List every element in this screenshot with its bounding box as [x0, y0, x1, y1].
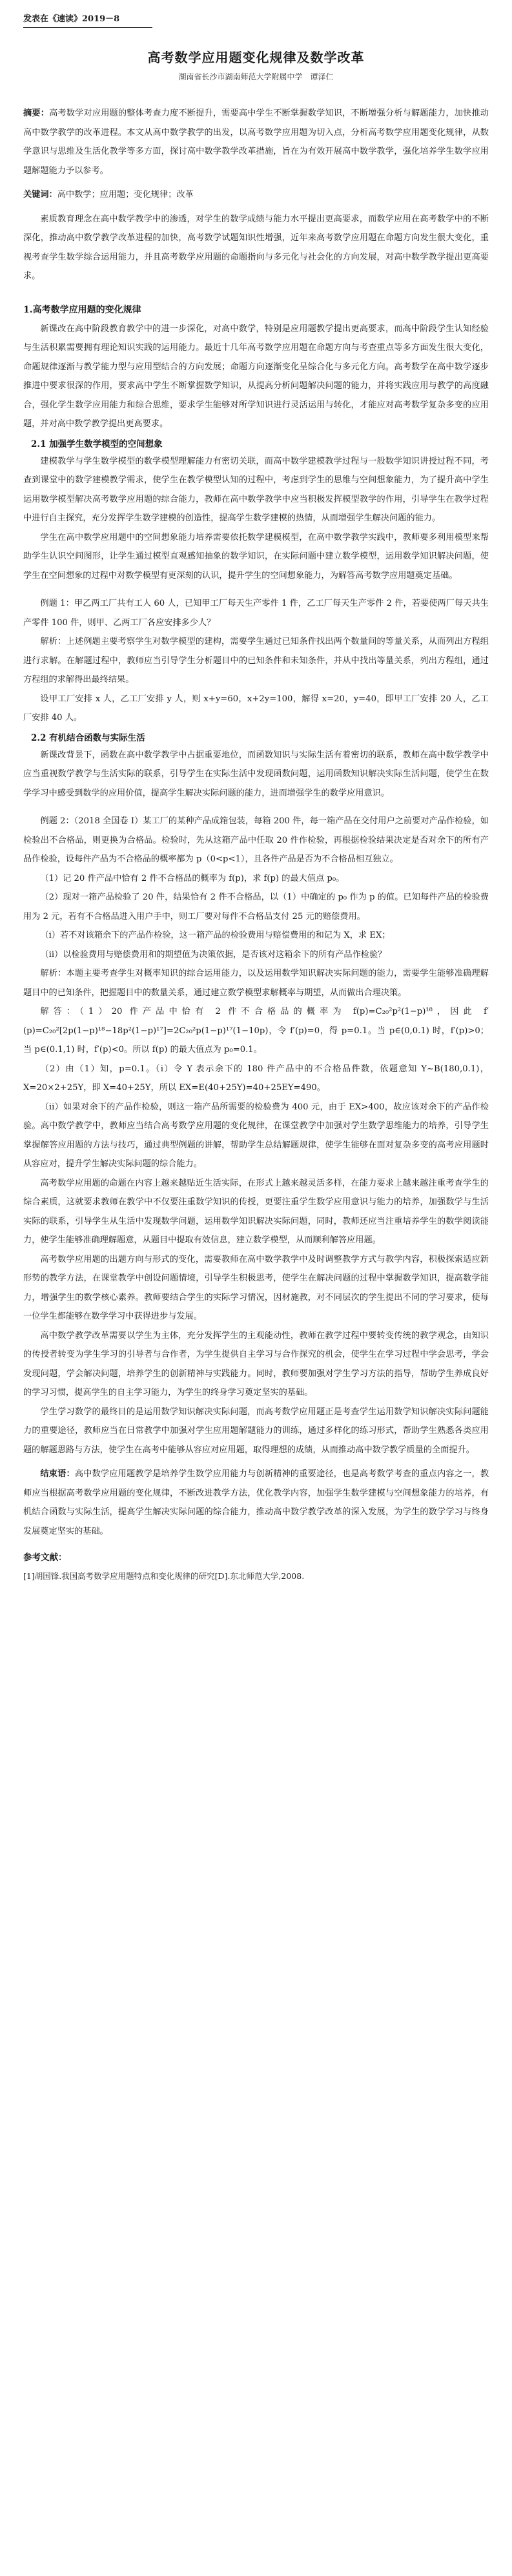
example-paragraph: （2）由（1）知，p=0.1。（ⅰ）令 Y 表示余下的 180 件产品中的不合格品件数，依题意知 Y~B(180,0.1)，X=20×2+25Y，即 X=40+25Y，所以 EX=E(40+25Y)=40+25EY=490。: [23, 1064, 489, 1093]
conclusion-text: 高中数学应用题教学是培养学生数学应用能力与创新精神的重要途径，也是高考数学考查的重点内容之一，教师应当根据高考数学应用题的变化规律，不断改进教学方法，优化教学内容，加强学生数学建模与空间想象能力的培养，有机结合函数与实际生活，提高学生解决实际问题的综合能力，推动高中数学教学改革的深入发展，为学生的数学学习与终身发展奠定坚实的基础。: [23, 1469, 489, 1536]
body-paragraph: 学生学习数学的最终目的是运用数学知识解决实际问题，而高考数学应用题正是考查学生运用数学知识解决实际问题能力的重要途径，教师应当在日常教学中加强对学生应用题解题能力的训练，通过多样化的练习形式，帮助学生熟悉各类应用题的解题思路与方法，使学生在高考中能够从容应对应用题，取得理想的成绩，从而推动高中数学教学质量的全面提升。: [23, 1406, 489, 1455]
example-paragraph: 例题 1：甲乙两工厂共有工人 60 人，已知甲工厂每天生产零件 1 件，乙工厂每天生产零件 2 件，若要使两厂每天共生产零件 100 件，则甲、乙两工厂各应安排多少人？: [23, 599, 489, 628]
example-paragraph: （2）现对一箱产品检验了 20 件，结果恰有 2 件不合格品，以（1）中确定的 p₀ 作为 p 的值。已知每件产品的检验费用为 2 元，若有不合格品进入用户手中，则工厂要对每件不合格品支付 25 元的赔偿费用。: [23, 892, 489, 922]
body-paragraph: 建模教学与学生数学模型的数学模型理解能力有密切关联，而高中数学建模教学过程与一般数学知识讲授过程不同，考查到课堂中的数学建模教学需求，使学生在教学模型认知的过程中，考虑到学生的思维与空间想象能力，为了提升高中学生运用数学模型解决高考数学应用题的综合能力，教师在高中数学教学中应当积极发挥模型教学的作用，引导学生在教学过程中进行自主探究，充分发挥学生数学建模的创造性，提高学生数学建模的热情，从而增强学生解决问题的能力。: [23, 456, 489, 523]
publication-line: 发表在《速读》2019－8: [23, 12, 152, 28]
keywords-label: 关键词：: [23, 190, 57, 200]
conclusion-label: 结束语：: [40, 1469, 75, 1479]
body-paragraph: 高考数学应用题的命题在内容上越来越贴近生活实际，在形式上越来越灵活多样，在能力要求上越来越注重考查学生的综合素质，这就要求教师在教学中不仅要注重数学知识的传授，更要注重学生数学应用意识与能力的培养，加强数学与生活实际的联系，引导学生从生活中发现数学问题，运用数学知识解决实际问题，同时，教师还应当注重培养学生的数学阅读能力，使学生能够准确理解题意，从题目中提取有效信息，建立数学模型，从而顺利解答应用题。: [23, 1178, 489, 1245]
keywords-text: 高中数学；应用题；变化规律；改革: [57, 190, 194, 200]
body-paragraph: 新课改在高中阶段教育教学中的进一步深化，对高中数学，特别是应用题教学提出更高要求，而高中阶段学生认知经验与生活积累需要拥有理论知识实践的运用能力。最近十几年高考数学应用题在命题方向与考查重点等多方面发生很大变化，命题规律逐渐与教学能力型与应用型结合的方向发展；命题方向逐渐变化呈综合化与多元化方向。高考数学在高中数学逐步推进中要求很深的作用，要求高中学生不断掌握数学知识，从提高分析问题解决问题的能力，并将实践应用与教学的高度融合，强化学生数学应用能力和综合思维，要求学生能够对所学知识进行灵活运用与转化，才能应对高考数学复杂多变的应用题，并对高中数学教学提出更高要求。: [23, 324, 489, 429]
example-paragraph: 解析：本题主要考查学生对概率知识的综合运用能力，以及运用数学知识解决实际问题的能力，需要学生能够准确理解题目中的已知条件，把握题目中的数量关系，通过建立数学模型求解概率与期望，从而做出合理决策。: [23, 969, 489, 998]
section-heading: 1.高考数学应用题的变化规律: [23, 304, 141, 315]
example-paragraph: 解析：上述例题主要考察学生对数学模型的建构，需要学生通过已知条件找出两个数量间的等量关系，从而列出方程组进行求解。在解题过程中，教师应当引导学生分析题目中的已知条件和未知条件，并从中找出等量关系，列出方程组，通过方程组的求解得出最终结果。: [23, 637, 489, 685]
keywords: [23, 185, 489, 205]
example-paragraph: 例题 2：（2018 全国卷 Ⅰ）某工厂的某种产品成箱包装，每箱 200 件，每一箱产品在交付用户之前要对产品作检验，如检验出不合格品，则更换为合格品。检验时，先从这箱产品中任取 20 件作检验，再根据检验结果决定是否对余下的所有产品作检验，设每件产品为不合格品的概率都为 p（0<p<1），且各件产品是否为不合格品相互独立。: [23, 816, 489, 864]
example-paragraph: （1）记 20 件产品中恰有 2 件不合格品的概率为 f(p)，求 f(p) 的最大值点 p₀。: [40, 873, 345, 883]
abstract: [23, 104, 489, 180]
example-paragraph: （ⅰ）若不对该箱余下的产品作检验，这一箱产品的检验费用与赔偿费用的和记为 X，求 EX；: [40, 931, 391, 940]
example-paragraph: （ⅱ）以检验费用与赔偿费用和的期望值为决策依据，是否该对这箱余下的所有产品作检验？: [40, 949, 387, 960]
body-paragraph: 学生在高中数学应用题中的空间想象能力培养需要依托数学建模模型，在高中数学教学实践中，教师要多利用模型来帮助学生认识空间图形，让学生通过模型直观感知抽象的数学知识，在实际问题中建立数学模型，运用数学知识解决问题，使学生在空间想象的过程中对数学模型有更深刻的认识，提升学生的空间想象能力，为解答高考数学应用题奠定基础。: [23, 532, 489, 581]
example-paragraph: 解答：（1）20 件产品中恰有 2 件不合格品的概率为 f(p)=C₂₀²p²(1−p)¹⁸，因此 f′(p)=C₂₀²[2p(1−p)¹⁸−18p²(1−p)¹⁷]=2C₂₀²p(1−p)¹⁷(1−10p)，令 f′(p)=0，得 p=0.1。当 p∈(0,0.1) 时，f′(p)>0；当 p∈(0.1,1) 时，f′(p)<0。所以 f(p) 的最大值点为 p₀=0.1。: [23, 1007, 489, 1055]
subsection-heading: 2.1 加强学生数学模型的空间想象: [31, 438, 163, 449]
paper-title: 高考数学应用题变化规律及数学改革: [147, 50, 365, 65]
body-paragraph: 新课改背景下，函数在高中数学教学中占据重要地位，而函数知识与实际生活有着密切的联系，教师在高中数学教学中应当重视数学教学与生活实际的联系，引导学生在实际生活中发现函数问题，运用函数知识解决实际生活问题，使学生在数学学习中感受到数学的应用价值，提高学生解决实际问题的能力，进而增强学生的数学应用意识。: [23, 750, 489, 798]
references-title: 参考文献：: [23, 1552, 67, 1563]
conclusion: [23, 1465, 489, 1541]
body-paragraph: 高中数学教学改革需要以学生为主体，充分发挥学生的主观能动性，教师在教学过程中要转变传统的教学观念，由知识的传授者转变为学生学习的引导者与合作者，为学生提供自主学习与合作探究的机会，使学生在学习过程中学会思考，学会发现问题，学会解决问题，培养学生的创新精神与实践能力。同时，教师要加强对学生学习方法的指导，帮助学生养成良好的学习习惯，提高学生的自主学习能力，为学生的终身学习奠定坚实的基础。: [23, 1330, 489, 1397]
body-paragraph: 高考数学应用题的出题方向与形式的变化，需要教师在高中数学教学中及时调整教学方式与教学内容，积极探索适应新形势的教学方法，在课堂教学中创设问题情境，引导学生积极思考，使学生在解决问题的过程中掌握数学知识，提高数学能力，增强学生的数学核心素养。教师要结合学生的实际学习情况，因材施教，对不同层次的学生提出不同的学习要求，使每一位学生都能够在数学学习中获得进步与发展。: [23, 1254, 489, 1321]
abstract-label: 摘要：: [23, 108, 50, 118]
intro-paragraph: 素质教育理念在高中数学教学中的渗透，对学生的数学成绩与能力水平提出更高要求，而数学应用在高考数学中的不断深化，推动高中数学教学改革进程的加快，高考数学试题知识性增强，近年来高考数学应用题在命题方向发生很大变化，重视考查学生数学综合运用能力，并且高考数学应用题的命题指向与多元化与社会化的方向发展，对高中数学教学提出更高要求。: [23, 214, 489, 281]
author-affiliation: 湖南省长沙市湖南师范大学附属中学 谭泽仁: [178, 72, 334, 81]
subsection-heading: 2.2 有机结合函数与实际生活: [31, 732, 145, 743]
body-paragraph: （ⅱ）如果对余下的产品作检验，则这一箱产品所需要的检验费为 400 元，由于 EX>400，故应该对余下的产品作检验。高中数学教学中，教师应当结合高考数学应用题的变化规律，在课堂教学中加强对学生数学思维能力的培养，引导学生掌握解答应用题的方法与技巧，通过典型例题的讲解，帮助学生总结解题规律，使学生能够在面对复杂多变的高考应用题时从容应对，提升学生解决实际问题的综合能力。: [23, 1102, 489, 1169]
reference-item: [1]胡国锋.我国高考数学应用题特点和变化规律的研究[D].东北师范大学,2008.: [23, 1571, 305, 1581]
abstract-text: 高考数学对应用题的整体考查力度不断提升，需要高中学生不断掌握数学知识，不断增强分析与解题能力，加快推动高中数学教学的改革进程。本文从高中数学教学的出发，以高考数学应用题为切入点，分析高考数学应用题变化规律，从数学意识与思维及生活化教学等多方面，探讨高中数学教学改革措施，旨在为有效开展高中数学教学，强化培养学生数学应用题解题能力予以参考。: [23, 108, 489, 176]
example-paragraph: 设甲工厂安排 x 人，乙工厂安排 y 人，则 x+y=60，x+2y=100，解得 x=20，y=40，即甲工厂安排 20 人，乙工厂安排 40 人。: [23, 694, 489, 723]
